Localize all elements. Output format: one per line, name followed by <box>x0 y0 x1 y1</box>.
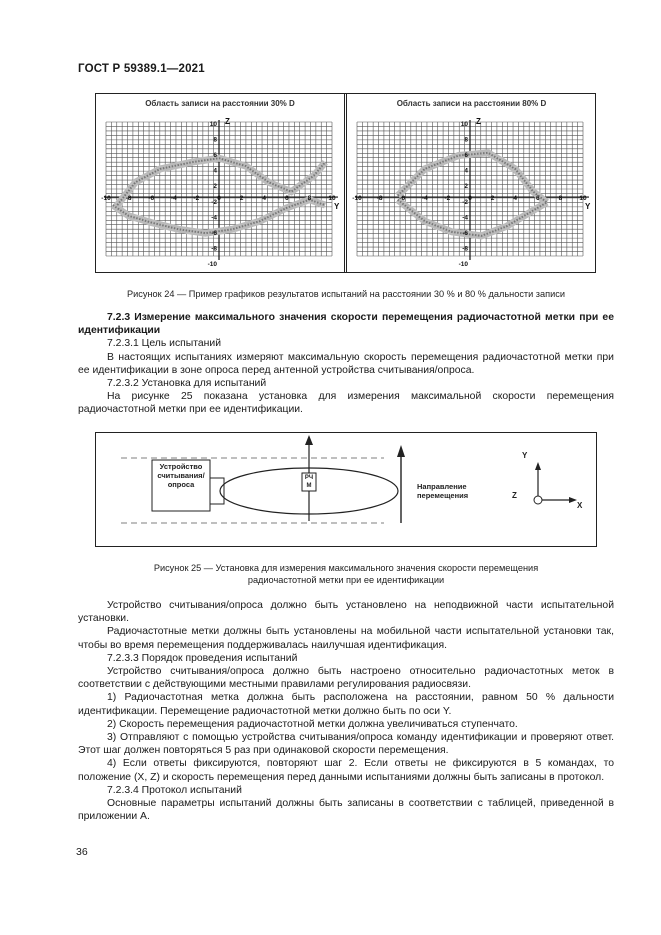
step-2: 2) Скорость перемещения радиочастотной метки должна увеличиваться ступенчато. <box>107 718 518 730</box>
plot-80-x-tick: -4 <box>421 195 428 203</box>
subsection-7-2-3-3-title: 7.2.3.3 Порядок проведения испытаний <box>107 652 298 664</box>
tag-label: РЧ М <box>304 475 314 489</box>
page-number: 36 <box>76 846 88 858</box>
plot-30-z-tick: -8 <box>211 245 217 253</box>
plot-30-axis-z-label: Z <box>225 117 230 126</box>
plot-80-x-tick: -10 <box>352 195 362 203</box>
figure-25-caption-line2: радиочастотной метки при ее идентификации <box>247 575 445 585</box>
body-text <box>78 599 614 823</box>
plot-80-z-tick: 6 <box>464 152 468 160</box>
plot-30-x-tick: 10 <box>328 195 336 203</box>
plot-30-z-tick: -2 <box>211 198 217 206</box>
plot-80-x-tick: -8 <box>376 195 383 203</box>
figure-24-caption: Рисунок 24 — Пример графиков результатов испытаний на расстоянии 30 % и 80 % дальности записи <box>127 289 565 299</box>
subsection-7-2-3-2-text: На рисунке 25 показана установка для измерения максимальной скорости перемещения радиочастотной метки при ее идентификации. <box>78 391 614 416</box>
subsection-7-2-3-4-title: 7.2.3.4 Протокол испытаний <box>107 784 242 796</box>
fig25-axis-z: Z <box>512 491 517 500</box>
plot-30-title: Область записи на расстоянии 30% D <box>145 99 295 108</box>
plot-30-z-tick: 4 <box>213 167 217 175</box>
plot-80-record-band <box>398 153 547 236</box>
plot-80-z-tick: 4 <box>464 167 468 175</box>
direction-label: Направление перемещения <box>417 482 469 500</box>
paragraph-reader-placement: Устройство считывания/опроса должно быть установлено на неподвижной части испытательной установки. <box>78 600 614 625</box>
direction-arrowhead <box>397 445 405 457</box>
plot-80-percent <box>346 94 596 272</box>
subsection-7-2-3-2-title: 7.2.3.2 Установка для испытаний <box>107 378 267 390</box>
plot-30-grid <box>96 94 344 274</box>
document-header: ГОСТ Р 59389.1—2021 <box>78 63 205 75</box>
figure-25 <box>95 432 597 547</box>
plot-30-percent <box>96 94 345 272</box>
plot-80-axis-y-label: Y <box>585 202 591 212</box>
figure-24 <box>95 93 596 273</box>
plot-30-x-tick: 8 <box>307 195 312 203</box>
plot-80-axis-z-label: Z <box>476 117 481 126</box>
paragraph-tag-placement: Радиочастотные метки должны быть установлены на мобильной части испытательной установки так, чтобы во время перемещения поддерживалась наилучшая идентификация. <box>78 626 614 651</box>
plot-80-x-tick: 8 <box>558 195 563 203</box>
plot-80-x-tick: -6 <box>399 195 406 203</box>
fig25-axis-y: Y <box>522 451 528 460</box>
paragraph-test-report: Основные параметры испытаний должны быть записаны в соответствии с таблицей, приведенной в приложении А. <box>78 798 614 823</box>
plot-80-z-tick: -8 <box>462 245 468 253</box>
plot-80-x-tick: 2 <box>490 195 495 203</box>
plot-80-z-tick: 2 <box>464 183 468 191</box>
plot-30-x-tick: -6 <box>148 195 155 203</box>
section-heading: 7.2.3 Измерение максимального значения скорости перемещения радиочастотной метки при ее идентификации <box>78 312 614 337</box>
plot-30-z-tick: -10 <box>207 261 217 268</box>
plot-80-record-dots <box>398 153 547 236</box>
plot-80-z-tick: 10 <box>460 121 468 128</box>
figure-25-caption-line1: Рисунок 25 — Установка для измерения максимального значения скорости перемещения <box>153 563 539 573</box>
plot-30-x-tick: -2 <box>193 195 200 203</box>
subsection-7-2-3-1-title: 7.2.3.1 Цель испытаний <box>107 338 222 350</box>
plot-30-x-tick: -10 <box>101 195 111 203</box>
fig25-axis-x: X <box>577 501 583 510</box>
subsection-7-2-3-1-text: В настоящих испытаниях измеряют максимальную скорость перемещения радиочастотной метки при ее идентификации в зоне опроса перед антенной устройства считывания/опроса. <box>78 351 614 376</box>
plot-30-x-tick: -8 <box>125 195 132 203</box>
plot-80-x-tick: 10 <box>579 195 587 203</box>
plot-80-z-tick: -6 <box>462 229 468 237</box>
plot-80-x-tick: 6 <box>535 195 540 203</box>
reader-label: Устройство считывания/ опроса <box>157 462 205 489</box>
plot-30-z-tick: -6 <box>211 229 217 237</box>
plot-30-x-tick: 0 <box>217 195 221 203</box>
plot-80-grid <box>347 94 596 274</box>
plot-80-title: Область записи на расстоянии 80% D <box>396 99 547 108</box>
plot-30-x-tick: 6 <box>284 195 289 203</box>
step-1: 1) Радиочастотная метка должна быть расположена на расстоянии, равном 50 % дальности идентификации. Перемещение радиочастотной метки должно быть по оси Y. <box>78 692 614 717</box>
reader-antenna <box>210 478 224 504</box>
plot-30-z-tick: -4 <box>211 214 217 222</box>
plot-30-x-tick: 4 <box>262 195 267 203</box>
step-3: 3) Отправляют с помощью устройства считывания/опроса команду идентификации и проверяют ответ. Этот шаг должен повторяться 5 раз при одинаковой скорости перемещения. <box>78 732 614 757</box>
z-axis-circle <box>534 496 542 504</box>
paragraph-reader-setup: Устройство считывания/опроса должно быть настроено относительно радиочастотных меток в соответствии с действующими местными правилами регулирования радиосвязи. <box>78 666 614 691</box>
plot-80-z-tick: -2 <box>462 198 468 206</box>
figure-25-caption <box>95 562 597 586</box>
plot-30-z-tick: 10 <box>209 121 217 128</box>
plot-30-z-tick: 6 <box>213 152 217 160</box>
step-4: 4) Если ответы фиксируются, повторяют шаг 2. Если ответы не фиксируются в 5 командах, то положение (X, Z) и скорость перемещения перед данными испытаниями должны быть записаны в протокол. <box>78 758 614 783</box>
plot-80-z-tick: -4 <box>462 214 468 222</box>
plot-80-z-tick: 8 <box>464 136 468 144</box>
plot-80-x-tick: -2 <box>444 195 451 203</box>
section-7-2-3 <box>78 311 614 417</box>
tag-path-arrowhead <box>305 435 313 445</box>
plot-80-x-tick: 4 <box>513 195 518 203</box>
plot-30-axis-y-label: Y <box>334 202 340 212</box>
plot-30-x-tick: -4 <box>170 195 177 203</box>
plot-80-x-tick: 0 <box>468 195 472 203</box>
plot-30-z-tick: 8 <box>213 136 217 144</box>
plot-30-z-tick: 2 <box>213 183 217 191</box>
plot-30-x-tick: 2 <box>239 195 244 203</box>
plot-80-z-tick: -10 <box>458 261 468 268</box>
